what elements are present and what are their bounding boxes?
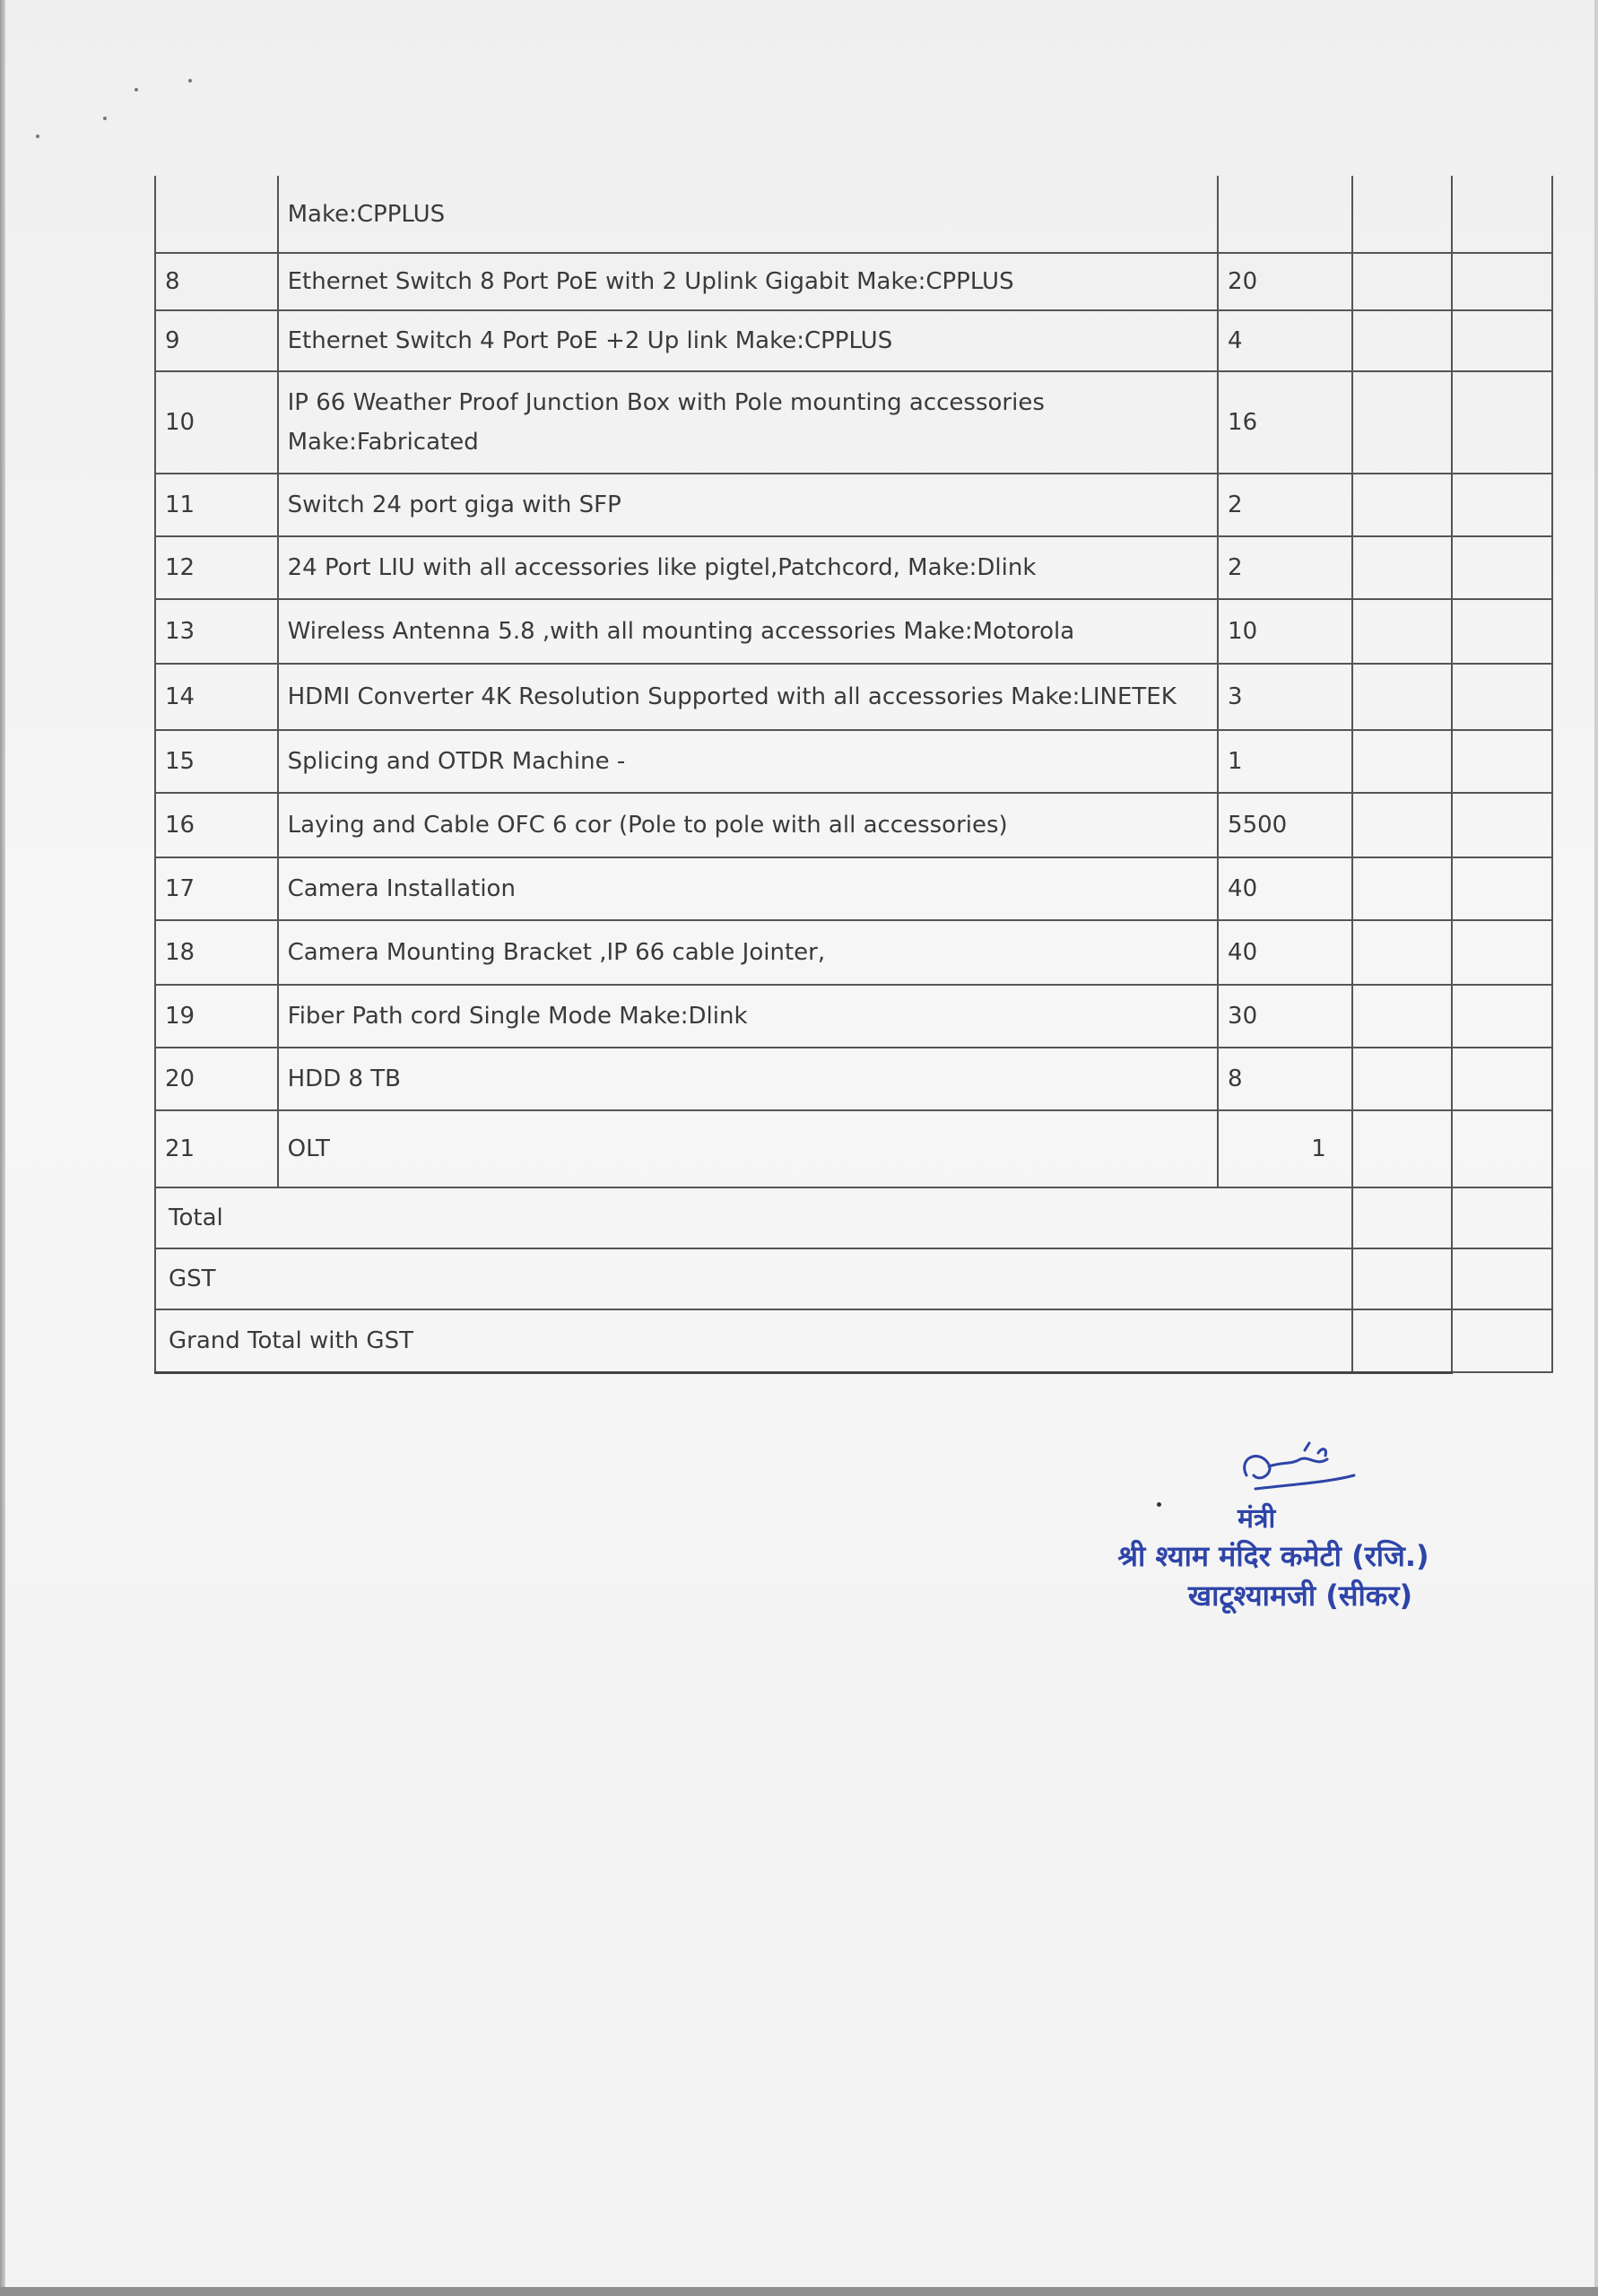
- item-description: Laying and Cable OFC 6 cor (Pole to pole with all accessories): [278, 793, 1218, 857]
- serial-number: 16: [155, 793, 278, 857]
- item-quantity: [1218, 176, 1352, 253]
- amount-cell: [1452, 793, 1552, 857]
- item-description: OLT: [278, 1110, 1218, 1187]
- table-row: [155, 730, 1552, 793]
- total-rate-cell: [1352, 1187, 1453, 1248]
- serial-number: 14: [155, 664, 278, 730]
- grand-total-amount-cell: [1452, 1309, 1552, 1372]
- item-quantity: 5500: [1218, 793, 1352, 857]
- amount-cell: [1452, 985, 1552, 1048]
- item-description: Make:CPPLUS: [278, 176, 1218, 253]
- item-description: [278, 371, 1218, 474]
- item-quantity: 16: [1218, 371, 1352, 474]
- rate-cell: [1352, 730, 1453, 793]
- amount-cell: [1452, 253, 1552, 310]
- gst-row: [155, 1248, 1552, 1309]
- grand-total-label: Grand Total with GST: [155, 1309, 1352, 1372]
- amount-cell: [1452, 310, 1552, 371]
- serial-number: 21: [155, 1110, 278, 1187]
- rate-cell: [1352, 920, 1453, 985]
- amount-cell: [1452, 176, 1552, 253]
- item-description: Ethernet Switch 8 Port PoE with 2 Uplink Gigabit Make:CPPLUS: [278, 253, 1218, 310]
- rate-cell: [1352, 1110, 1453, 1187]
- table-row: [155, 253, 1552, 310]
- table-row: [155, 371, 1552, 474]
- rate-cell: [1352, 599, 1453, 664]
- page-bottom-edge: [0, 2287, 1598, 2296]
- serial-number: 13: [155, 599, 278, 664]
- rate-cell: [1352, 985, 1453, 1048]
- table-row: [155, 310, 1552, 371]
- item-description-line: Make:Fabricated: [287, 429, 479, 456]
- table-row: [155, 474, 1552, 536]
- item-description: Camera Mounting Bracket ,IP 66 cable Jointer,: [278, 920, 1218, 985]
- serial-number: 8: [155, 253, 278, 310]
- amount-cell: [1452, 1110, 1552, 1187]
- item-description: Camera Installation: [278, 857, 1218, 920]
- rate-cell: [1352, 664, 1453, 730]
- item-quantity: 20: [1218, 253, 1352, 310]
- signatory-title: मंत्री: [1238, 1503, 1276, 1535]
- gst-amount-cell: [1452, 1248, 1552, 1309]
- item-quantity: 2: [1218, 474, 1352, 536]
- table-row: [155, 1048, 1552, 1110]
- item-description: 24 Port LIU with all accessories like pigtel,Patchcord, Make:Dlink: [278, 536, 1218, 599]
- item-quantity: 2: [1218, 536, 1352, 599]
- item-description-line: IP 66 Weather Proof Junction Box with Pole mounting accessories: [287, 389, 1045, 416]
- table-row: [155, 985, 1552, 1048]
- item-quantity: 4: [1218, 310, 1352, 371]
- item-description: Wireless Antenna 5.8 ,with all mounting accessories Make:Motorola: [278, 599, 1218, 664]
- item-quantity: 30: [1218, 985, 1352, 1048]
- amount-cell: [1452, 857, 1552, 920]
- amount-cell: [1452, 664, 1552, 730]
- serial-number: 19: [155, 985, 278, 1048]
- item-description: HDMI Converter 4K Resolution Supported with all accessories Make:LINETEK: [278, 664, 1218, 730]
- total-row: [155, 1187, 1552, 1248]
- table-row: [155, 536, 1552, 599]
- serial-number: 10: [155, 371, 278, 474]
- stamp-location: खाटूश्यामजी (सीकर): [1187, 1578, 1413, 1613]
- item-description: Fiber Path cord Single Mode Make:Dlink: [278, 985, 1218, 1048]
- serial-number: 20: [155, 1048, 278, 1110]
- serial-number: [155, 176, 278, 253]
- serial-number: 11: [155, 474, 278, 536]
- amount-cell: [1452, 1048, 1552, 1110]
- serial-number: 9: [155, 310, 278, 371]
- serial-number: 15: [155, 730, 278, 793]
- table-row: [155, 176, 1552, 253]
- rate-cell: [1352, 371, 1453, 474]
- serial-number: 17: [155, 857, 278, 920]
- table-row: [155, 920, 1552, 985]
- item-description: Ethernet Switch 4 Port PoE +2 Up link Make:CPPLUS: [278, 310, 1218, 371]
- rate-cell: [1352, 857, 1453, 920]
- amount-cell: [1452, 536, 1552, 599]
- items-table: [154, 176, 1553, 1374]
- amount-cell: [1452, 474, 1552, 536]
- rate-cell: [1352, 176, 1453, 253]
- rate-cell: [1352, 793, 1453, 857]
- item-quantity: 40: [1218, 857, 1352, 920]
- rate-cell: [1352, 310, 1453, 371]
- amount-cell: [1452, 371, 1552, 474]
- page-left-edge: [0, 0, 5, 2296]
- serial-number: 12: [155, 536, 278, 599]
- rate-cell: [1352, 1048, 1453, 1110]
- table-row: [155, 793, 1552, 857]
- total-label: Total: [155, 1187, 1352, 1248]
- gst-label: GST: [155, 1248, 1352, 1309]
- handwritten-signature-icon: [1220, 1439, 1363, 1502]
- amount-cell: [1452, 730, 1552, 793]
- page-right-edge: [1594, 0, 1598, 2296]
- item-quantity: 3: [1218, 664, 1352, 730]
- item-quantity: 40: [1218, 920, 1352, 985]
- total-amount-cell: [1452, 1187, 1552, 1248]
- item-quantity: 8: [1218, 1048, 1352, 1110]
- grand-total-rate-cell: [1352, 1309, 1453, 1372]
- table-row: [155, 1110, 1552, 1187]
- item-quantity: 1: [1218, 1110, 1352, 1187]
- table-row: [155, 857, 1552, 920]
- item-quantity: 1: [1218, 730, 1352, 793]
- rate-cell: [1352, 474, 1453, 536]
- table-row: [155, 664, 1552, 730]
- rate-cell: [1352, 253, 1453, 310]
- amount-cell: [1452, 920, 1552, 985]
- stamp-organization-name: श्री श्याम मंदिर कमेटी (रजि.): [1117, 1539, 1429, 1573]
- item-description: Switch 24 port giga with SFP: [278, 474, 1218, 536]
- item-quantity: 10: [1218, 599, 1352, 664]
- rate-cell: [1352, 536, 1453, 599]
- amount-cell: [1452, 599, 1552, 664]
- table-row: [155, 599, 1552, 664]
- ink-dot: [1157, 1502, 1161, 1507]
- serial-number: 18: [155, 920, 278, 985]
- item-description: HDD 8 TB: [278, 1048, 1218, 1110]
- grand-total-row: [155, 1309, 1552, 1372]
- gst-rate-cell: [1352, 1248, 1453, 1309]
- item-description: Splicing and OTDR Machine -: [278, 730, 1218, 793]
